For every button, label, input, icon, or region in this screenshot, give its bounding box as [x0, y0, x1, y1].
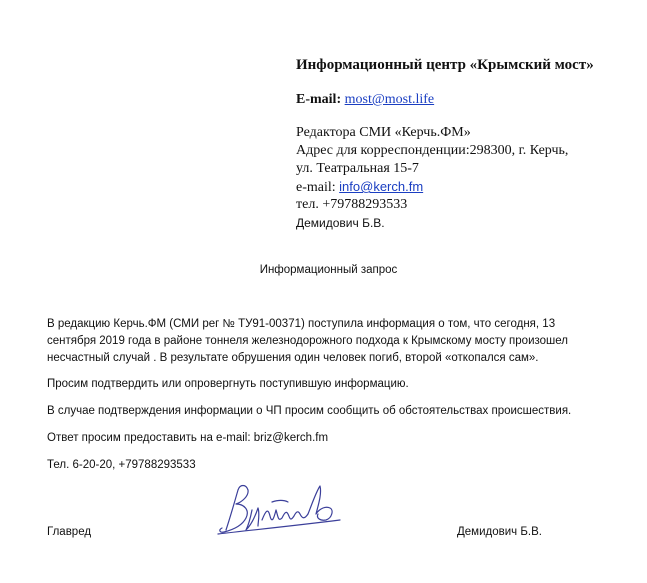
addressee-phone: тел. +79788293533: [296, 197, 408, 212]
header-email-line: [296, 92, 434, 108]
header-email-label: E-mail:: [296, 92, 342, 107]
addressee-line2: Адрес для корреспонденции:298300, г. Керчь,: [296, 143, 569, 158]
letter-body: [47, 316, 607, 484]
footer-position-label: Главред: [47, 526, 92, 538]
body-paragraph-1: В редакцию Керчь.ФМ (СМИ рег № ТУ91-00371) поступила информация о том, что сегодня, 13 сентября 2019 года в районе тоннеля железнодорожного подхода к Крымскому мосту произошел несчастный случай . В результате обрушения один человек погиб, второй «откопался сам».: [47, 318, 568, 364]
addressee-email-label: e-mail:: [296, 180, 336, 195]
addressee-line1: Редактора СМИ «Керчь.ФМ»: [296, 125, 471, 140]
addressee-line3: ул. Театральная 15-7: [296, 161, 419, 176]
addressee-name: Демидович Б.В.: [296, 216, 385, 230]
footer-signer-name: Демидович Б.В.: [457, 526, 542, 538]
body-paragraph-3: В случае подтверждения информации о ЧП просим сообщить об обстоятельствах происшествия.: [47, 405, 572, 417]
body-paragraph-2: Просим подтвердить или опровергнуть поступившую информацию.: [47, 378, 409, 390]
body-paragraph-4: Ответ просим предоставить на e-mail: briz@kerch.fm: [47, 432, 329, 444]
body-paragraph-5: Тел. 6-20-20, +79788293533: [47, 459, 196, 471]
addressee-block: [296, 124, 568, 232]
addressee-email-line: [296, 178, 568, 196]
addressee-email-link[interactable]: info@kerch.fm: [339, 179, 424, 194]
handwritten-signature: [212, 480, 352, 538]
org-title: Информационный центр «Крымский мост»: [296, 57, 594, 73]
request-title: Информационный запрос: [259, 264, 398, 276]
header-email-link[interactable]: most@most.life: [344, 92, 435, 107]
